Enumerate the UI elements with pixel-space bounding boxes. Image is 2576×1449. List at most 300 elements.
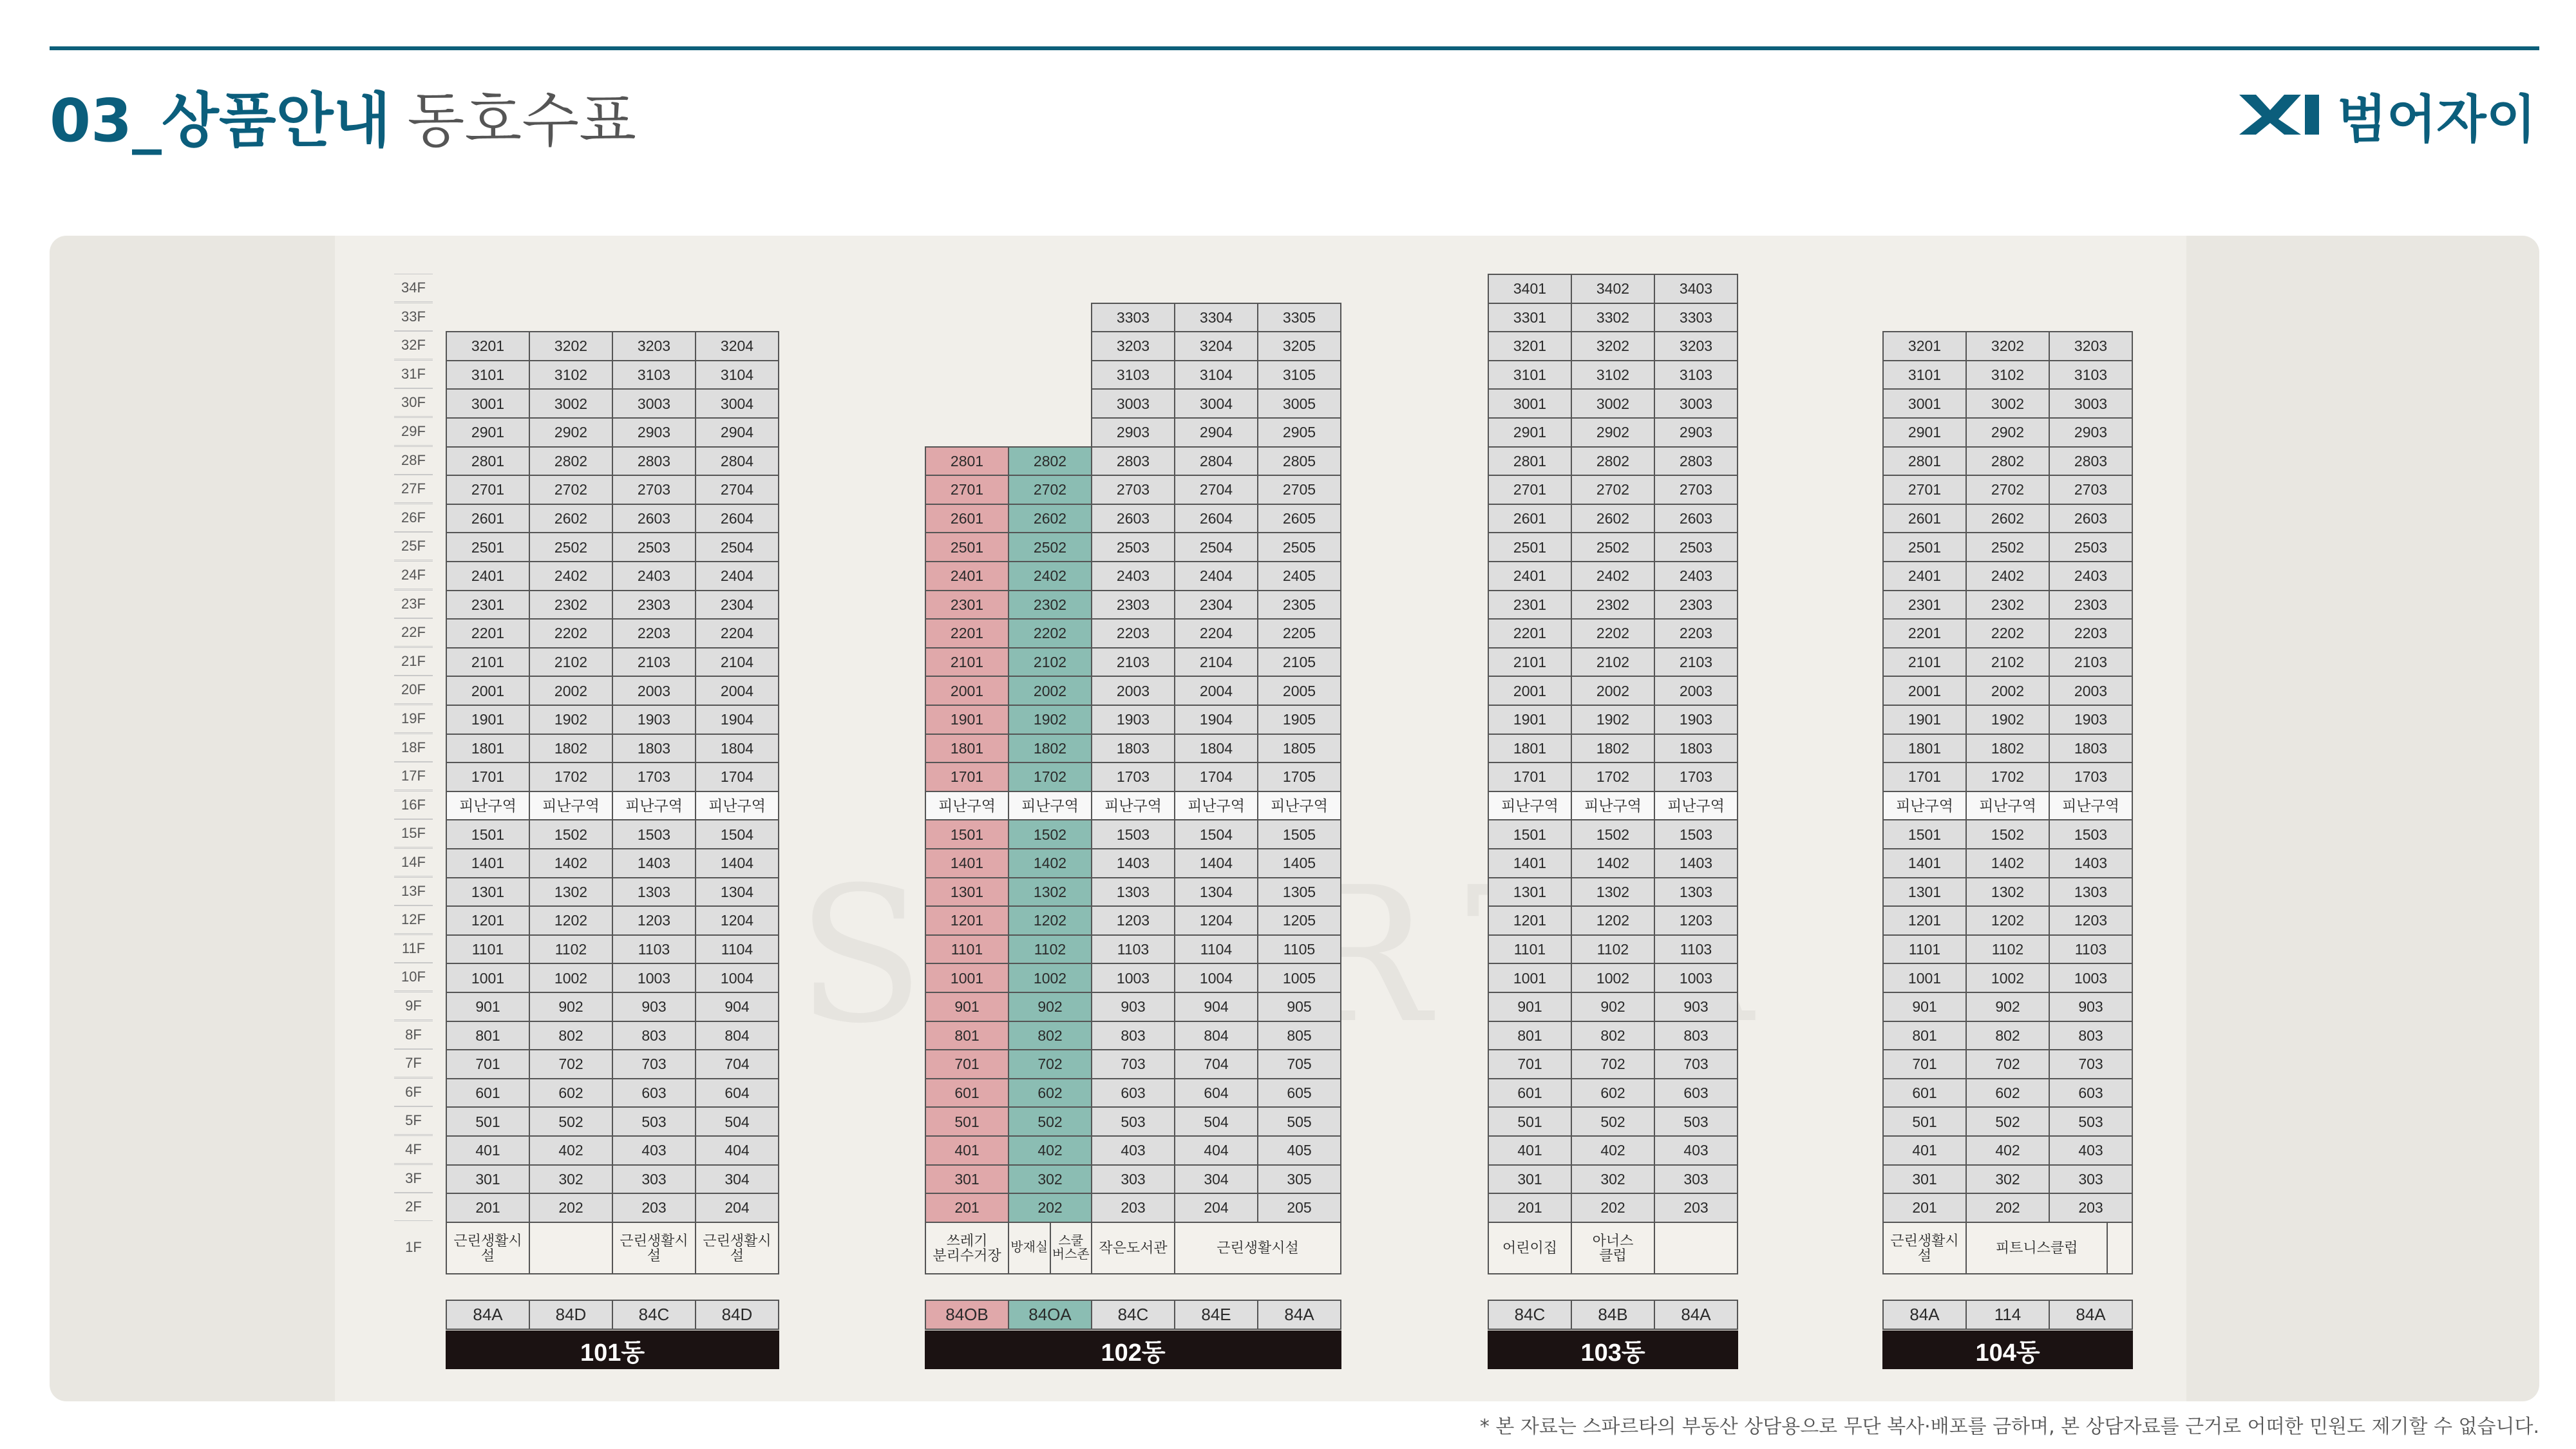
unit-cell: 201 [1488,1193,1572,1223]
unit-cell: 802 [529,1021,613,1051]
refuge-floor-cell: 피난구역 [2049,791,2133,821]
ground-facility-cell [1654,1222,1738,1274]
unit-cell: 1404 [695,848,779,878]
unit-cell: 1102 [1008,934,1092,965]
unit-cell: 2802 [529,446,613,477]
unit-cell: 303 [1091,1164,1175,1195]
floor-label: 1F [405,1238,422,1255]
unit-cell: 1803 [1654,734,1738,764]
unit-cell: 3002 [1965,388,2050,419]
unit-cell: 504 [1174,1106,1258,1137]
unit-cell: 2901 [1882,417,1967,448]
unit-cell: 1802 [1008,734,1092,764]
unit-cell: 2501 [925,532,1009,562]
unit-cell: 1704 [1174,762,1258,792]
unit-type-cell: 114 [1965,1300,2050,1330]
unit-cell: 1703 [1091,762,1175,792]
unit-cell: 2804 [1174,446,1258,477]
unit-cell: 704 [1174,1049,1258,1079]
unit-cell: 901 [446,992,530,1022]
unit-cell: 1801 [1488,734,1572,764]
refuge-floor-cell: 피난구역 [612,791,696,821]
unit-cell: 1402 [1008,848,1092,878]
unit-cell: 1902 [529,705,613,735]
unit-cell: 2202 [529,618,613,649]
unit-cell: 1503 [612,819,696,849]
unit-cell: 2202 [1965,618,2050,649]
unit-cell: 2703 [612,475,696,505]
unit-cell: 401 [925,1135,1009,1166]
unit-cell: 1802 [529,734,613,764]
unit-cell: 1001 [925,963,1009,993]
unit-cell: 1303 [1654,877,1738,907]
unit-cell: 2602 [529,504,613,534]
unit-cell: 705 [1257,1049,1341,1079]
ground-facility-cell: 근린생활시설 [695,1222,779,1274]
unit-cell: 1102 [529,934,613,965]
unit-cell: 3105 [1257,360,1341,390]
unit-cell: 502 [1008,1106,1092,1137]
unit-cell: 3203 [612,331,696,361]
unit-cell: 701 [1882,1049,1967,1079]
unit-cell: 801 [446,1021,530,1051]
unit-cell: 1303 [2049,877,2133,907]
floor-label: 29F [394,417,433,446]
unit-cell: 2205 [1257,618,1341,649]
unit-cell: 2503 [612,532,696,562]
unit-cell: 2903 [1091,417,1175,448]
unit-cell: 2002 [529,676,613,706]
unit-cell: 2001 [1488,676,1572,706]
unit-cell: 1905 [1257,705,1341,735]
unit-cell: 3402 [1571,274,1655,304]
floor-label: 17F [394,762,433,790]
unit-cell: 2702 [529,475,613,505]
floor-label: 18F [394,734,433,762]
unit-cell: 703 [1091,1049,1175,1079]
unit-cell: 2303 [1091,590,1175,620]
unit-cell: 3103 [2049,360,2133,390]
unit-cell: 2503 [1654,532,1738,562]
unit-cell: 1504 [1174,819,1258,849]
unit-cell: 902 [1965,992,2050,1022]
unit-cell: 2003 [1654,676,1738,706]
unit-cell: 601 [1488,1078,1572,1108]
unit-cell: 1501 [446,819,530,849]
unit-cell: 2304 [695,590,779,620]
unit-cell: 2502 [1965,532,2050,562]
ground-facility-cell: 피트니스클럽 [1965,1222,2108,1274]
unit-cell: 2701 [1882,475,1967,505]
unit-cell: 1101 [925,934,1009,965]
floor-label: 14F [394,848,433,876]
unit-cell: 1304 [695,877,779,907]
refuge-floor-cell: 피난구역 [1488,791,1572,821]
unit-cell: 2302 [529,590,613,620]
unit-type-cell: 84D [529,1300,613,1330]
floor-label: 32F [394,331,433,359]
unit-cell: 2603 [1091,504,1175,534]
unit-cell: 2102 [1571,647,1655,677]
unit-cell: 903 [2049,992,2133,1022]
unit-cell: 1203 [2049,905,2133,936]
unit-cell: 2803 [612,446,696,477]
unit-cell: 1105 [1257,934,1341,965]
unit-cell: 1002 [1571,963,1655,993]
unit-cell: 604 [1174,1078,1258,1108]
unit-cell: 1001 [446,963,530,993]
building-name: 102동 [925,1331,1341,1369]
unit-cell: 501 [1488,1106,1572,1137]
unit-cell: 1003 [1091,963,1175,993]
ground-facility-cell: 근린생활시설 [1174,1222,1341,1274]
floor-label: 28F [394,446,433,475]
page-title-main: 03_상품안내 [50,86,391,155]
unit-cell: 1903 [612,705,696,735]
unit-cell: 1805 [1257,734,1341,764]
unit-cell: 3205 [1257,331,1341,361]
unit-cell: 3003 [2049,388,2133,419]
unit-cell: 504 [695,1106,779,1137]
unit-cell: 404 [1174,1135,1258,1166]
unit-cell: 1302 [1571,877,1655,907]
ground-facility-cell [2107,1222,2133,1274]
unit-cell: 2303 [2049,590,2133,620]
xi-logo-icon [2239,92,2323,137]
unit-cell: 1803 [612,734,696,764]
unit-cell: 2204 [1174,618,1258,649]
ground-facility-cell: 쓰레기 분리수거장 [925,1222,1009,1274]
unit-cell: 2103 [1654,647,1738,677]
unit-cell: 1405 [1257,848,1341,878]
footnote: * 본 자료는 스파르타의 부동산 상담용으로 무단 복사·배포를 금하며, 본 상담자료를 근거로 어떠한 민원도 제기할 수 없습니다. [1479,1416,2539,1438]
unit-cell: 1202 [1965,905,2050,936]
unit-cell: 3104 [1174,360,1258,390]
unit-cell: 1803 [2049,734,2133,764]
unit-cell: 1204 [1174,905,1258,936]
floor-label: 20F [394,676,433,704]
unit-cell: 2603 [1654,504,1738,534]
unit-cell: 2201 [446,618,530,649]
unit-cell: 3303 [1091,303,1175,333]
unit-cell: 2701 [446,475,530,505]
unit-cell: 2703 [1654,475,1738,505]
unit-cell: 604 [695,1078,779,1108]
unit-cell: 404 [695,1135,779,1166]
unit-cell: 203 [1654,1193,1738,1223]
unit-cell: 204 [695,1193,779,1223]
unit-cell: 1104 [695,934,779,965]
unit-cell: 1101 [1882,934,1967,965]
unit-cell: 1702 [1571,762,1655,792]
unit-cell: 903 [1654,992,1738,1022]
unit-cell: 501 [1882,1106,1967,1137]
unit-cell: 201 [1882,1193,1967,1223]
unit-cell: 301 [1882,1164,1967,1195]
unit-cell: 403 [1091,1135,1175,1166]
unit-cell: 3103 [1091,360,1175,390]
floor-label: 25F [394,532,433,560]
unit-cell: 2501 [1488,532,1572,562]
unit-cell: 2901 [446,417,530,448]
unit-cell: 1201 [446,905,530,936]
unit-cell: 3005 [1257,388,1341,419]
unit-cell: 1501 [1488,819,1572,849]
unit-cell: 1001 [1882,963,1967,993]
brand-logo [2239,82,2536,147]
unit-cell: 1003 [1654,963,1738,993]
unit-cell: 2905 [1257,417,1341,448]
unit-cell: 803 [612,1021,696,1051]
unit-cell: 901 [1882,992,1967,1022]
unit-cell: 1403 [2049,848,2133,878]
unit-cell: 2202 [1571,618,1655,649]
refuge-floor-cell: 피난구역 [1174,791,1258,821]
ground-facility-cell: 근린생활시설 [1882,1222,1967,1274]
unit-cell: 1904 [695,705,779,735]
unit-cell: 3201 [446,331,530,361]
unit-cell: 2604 [695,504,779,534]
unit-cell: 3002 [529,388,613,419]
unit-cell: 1903 [2049,705,2133,735]
unit-cell: 1901 [1882,705,1967,735]
unit-cell: 3203 [1091,331,1175,361]
unit-cell: 1702 [1008,762,1092,792]
unit-cell: 1101 [446,934,530,965]
unit-cell: 801 [925,1021,1009,1051]
unit-cell: 2701 [925,475,1009,505]
unit-cell: 2101 [1882,647,1967,677]
unit-cell: 1802 [1965,734,2050,764]
unit-cell: 2203 [612,618,696,649]
unit-cell: 1002 [529,963,613,993]
unit-cell: 1701 [1882,762,1967,792]
brand-name: 범어자이 [2336,89,2536,149]
unit-cell: 1802 [1571,734,1655,764]
unit-cell: 1303 [1091,877,1175,907]
unit-cell: 501 [446,1106,530,1137]
refuge-floor-cell: 피난구역 [1654,791,1738,821]
unit-cell: 2302 [1008,590,1092,620]
unit-cell: 2702 [1008,475,1092,505]
unit-cell: 2102 [1965,647,2050,677]
unit-cell: 904 [695,992,779,1022]
unit-cell: 2605 [1257,504,1341,534]
unit-cell: 1804 [1174,734,1258,764]
unit-cell: 2401 [1882,561,1967,591]
unit-cell: 2602 [1008,504,1092,534]
unit-cell: 2901 [1488,417,1572,448]
unit-cell: 2801 [925,446,1009,477]
unit-cell: 2401 [446,561,530,591]
unit-cell: 401 [1882,1135,1967,1166]
unit-cell: 603 [1654,1078,1738,1108]
unit-cell: 3103 [612,360,696,390]
unit-cell: 2303 [1654,590,1738,620]
unit-cell: 1404 [1174,848,1258,878]
unit-type-cell: 84D [695,1300,779,1330]
unit-cell: 2201 [1882,618,1967,649]
unit-cell: 2501 [1882,532,1967,562]
unit-cell: 2805 [1257,446,1341,477]
unit-cell: 301 [1488,1164,1572,1195]
unit-cell: 2904 [695,417,779,448]
unit-cell: 1401 [925,848,1009,878]
unit-cell: 204 [1174,1193,1258,1223]
unit-cell: 602 [1965,1078,2050,1108]
unit-cell: 3001 [446,388,530,419]
unit-cell: 1701 [925,762,1009,792]
unit-cell: 3204 [1174,331,1258,361]
unit-cell: 2102 [1008,647,1092,677]
unit-cell: 802 [1008,1021,1092,1051]
unit-cell: 2103 [2049,647,2133,677]
unit-cell: 2003 [612,676,696,706]
unit-cell: 1501 [1882,819,1967,849]
unit-type-cell: 84B [1571,1300,1655,1330]
unit-cell: 1103 [1654,934,1738,965]
unit-cell: 301 [446,1164,530,1195]
unit-cell: 2902 [529,417,613,448]
unit-cell: 801 [1488,1021,1572,1051]
unit-cell: 3001 [1882,388,1967,419]
unit-cell: 2304 [1174,590,1258,620]
unit-cell: 2701 [1488,475,1572,505]
unit-cell: 502 [529,1106,613,1137]
unit-cell: 3204 [695,331,779,361]
unit-cell: 1901 [446,705,530,735]
unit-cell: 202 [1965,1193,2050,1223]
unit-cell: 3302 [1571,303,1655,333]
unit-cell: 1902 [1008,705,1092,735]
unit-cell: 2101 [446,647,530,677]
unit-cell: 2005 [1257,676,1341,706]
unit-cell: 2002 [1965,676,2050,706]
unit-cell: 602 [1571,1078,1655,1108]
unit-cell: 1402 [1571,848,1655,878]
unit-cell: 1704 [695,762,779,792]
floor-label: 19F [394,705,433,733]
unit-cell: 1302 [1965,877,2050,907]
unit-cell: 1702 [1965,762,2050,792]
unit-cell: 3301 [1488,303,1572,333]
unit-cell: 3004 [1174,388,1258,419]
unit-cell: 1502 [1571,819,1655,849]
unit-cell: 302 [1965,1164,2050,1195]
unit-cell: 2902 [1571,417,1655,448]
unit-cell: 1005 [1257,963,1341,993]
unit-cell: 1902 [1965,705,2050,735]
unit-cell: 402 [529,1135,613,1166]
ground-facility-cell: 근린생활시설 [612,1222,696,1274]
unit-type-cell: 84E [1174,1300,1258,1330]
floor-label: 7F [394,1049,433,1077]
unit-cell: 805 [1257,1021,1341,1051]
unit-cell: 1402 [529,848,613,878]
ground-facility-cell: 방재실 [1008,1222,1051,1274]
floor-label: 12F [394,905,433,934]
unit-cell: 1302 [1008,877,1092,907]
unit-cell: 1302 [529,877,613,907]
unit-cell: 2002 [1008,676,1092,706]
unit-cell: 1003 [612,963,696,993]
unit-cell: 3002 [1571,388,1655,419]
floor-label: 9F [394,992,433,1020]
unit-cell: 2201 [1488,618,1572,649]
unit-cell: 3202 [1571,331,1655,361]
unit-cell: 302 [1008,1164,1092,1195]
unit-cell: 701 [1488,1049,1572,1079]
unit-cell: 1202 [529,905,613,936]
unit-cell: 1103 [2049,934,2133,965]
unit-cell: 1801 [446,734,530,764]
unit-cell: 3102 [1965,360,2050,390]
unit-cell: 702 [529,1049,613,1079]
unit-cell: 2904 [1174,417,1258,448]
unit-cell: 503 [1654,1106,1738,1137]
unit-cell: 1505 [1257,819,1341,849]
unit-cell: 1004 [695,963,779,993]
unit-cell: 3305 [1257,303,1341,333]
refuge-floor-cell: 피난구역 [1008,791,1092,821]
unit-cell: 1904 [1174,705,1258,735]
unit-cell: 3003 [1654,388,1738,419]
unit-cell: 1301 [446,877,530,907]
unit-cell: 1101 [1488,934,1572,965]
unit-cell: 701 [446,1049,530,1079]
unit-cell: 2001 [1882,676,1967,706]
unit-cell: 2301 [925,590,1009,620]
building-name: 101동 [446,1331,779,1369]
unit-cell: 403 [2049,1135,2133,1166]
unit-cell: 2601 [446,504,530,534]
unit-cell: 3202 [529,331,613,361]
floor-label: 31F [394,360,433,388]
unit-cell: 1702 [529,762,613,792]
unit-cell: 1901 [1488,705,1572,735]
floor-label-column [394,274,433,1275]
unit-cell: 1504 [695,819,779,849]
unit-cell: 2603 [612,504,696,534]
unit-cell: 3304 [1174,303,1258,333]
unit-cell: 903 [612,992,696,1022]
unit-cell: 2401 [1488,561,1572,591]
unit-cell: 1001 [1488,963,1572,993]
unit-type-cell: 84OB [925,1300,1009,1330]
unit-cell: 302 [529,1164,613,1195]
unit-cell: 402 [1008,1135,1092,1166]
unit-cell: 2903 [1654,417,1738,448]
unit-cell: 505 [1257,1106,1341,1137]
unit-cell: 902 [1008,992,1092,1022]
ground-facility-cell: 아너스 클럽 [1571,1222,1655,1274]
unit-cell: 1503 [2049,819,2133,849]
unit-cell: 1305 [1257,877,1341,907]
unit-cell: 2404 [1174,561,1258,591]
unit-cell: 1703 [2049,762,2133,792]
unit-cell: 2802 [1008,446,1092,477]
unit-cell: 1903 [1091,705,1175,735]
unit-cell: 802 [1965,1021,2050,1051]
unit-cell: 3201 [1488,331,1572,361]
unit-cell: 901 [925,992,1009,1022]
unit-cell: 2001 [446,676,530,706]
unit-cell: 203 [2049,1193,2133,1223]
unit-type-cell: 84C [1488,1300,1572,1330]
unit-cell: 1403 [612,848,696,878]
unit-cell: 2704 [1174,475,1258,505]
unit-cell: 2401 [925,561,1009,591]
